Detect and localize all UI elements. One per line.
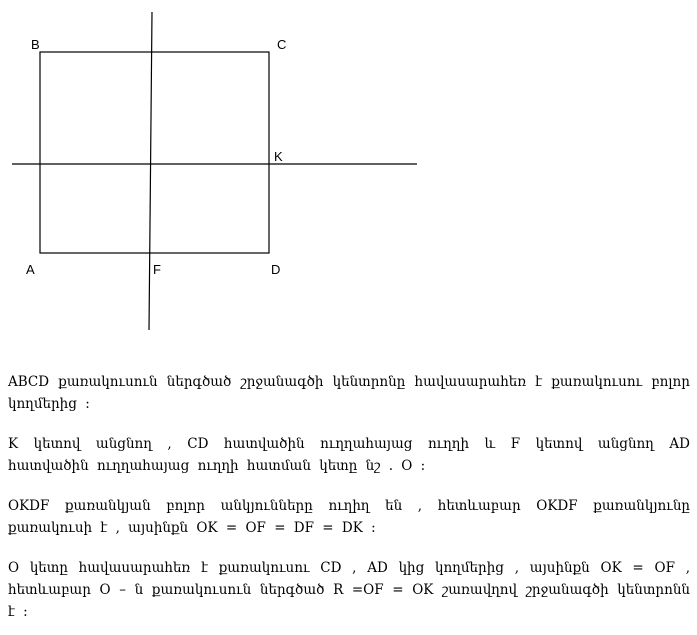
label-a: A xyxy=(26,262,35,277)
label-c: C xyxy=(277,37,287,52)
paragraph-4: O կետը հավասարահեռ է քառակուսու CD , AD կից կողմերից , այսինքն OK = OF , հետևաբար O – ն քառակուսուն ներգծած R =OF = OK շառավղով շրջանագծի կենտրոնն է ։ xyxy=(8,560,690,620)
label-b: B xyxy=(31,37,40,52)
square-abcd xyxy=(40,52,269,253)
paragraph-2: K կետով անցնող , CD հատվածին ուղղահայաց ուղղի և F կետով անցնող AD հատվածին ուղղահայաց ուղղի հատման կետը նշ . O ։ xyxy=(8,436,690,474)
label-f: F xyxy=(153,262,161,277)
label-k: K xyxy=(274,149,283,164)
label-d: D xyxy=(271,262,281,277)
vertical-line-through-f xyxy=(149,12,152,330)
paragraph-3: OKDF քառանկյան բոլոր անկյունները ուղիղ են , հետևաբար OKDF քառանկյունը քառակուսի է , այսինքն OK = OF = DF = DK ։ xyxy=(8,498,690,536)
paragraph-1: ABCD քառակուսուն ներգծած շրջանագծի կենտրոնը հավասարահեռ է քառակուսու բոլոր կողմերից ։ xyxy=(8,374,690,412)
